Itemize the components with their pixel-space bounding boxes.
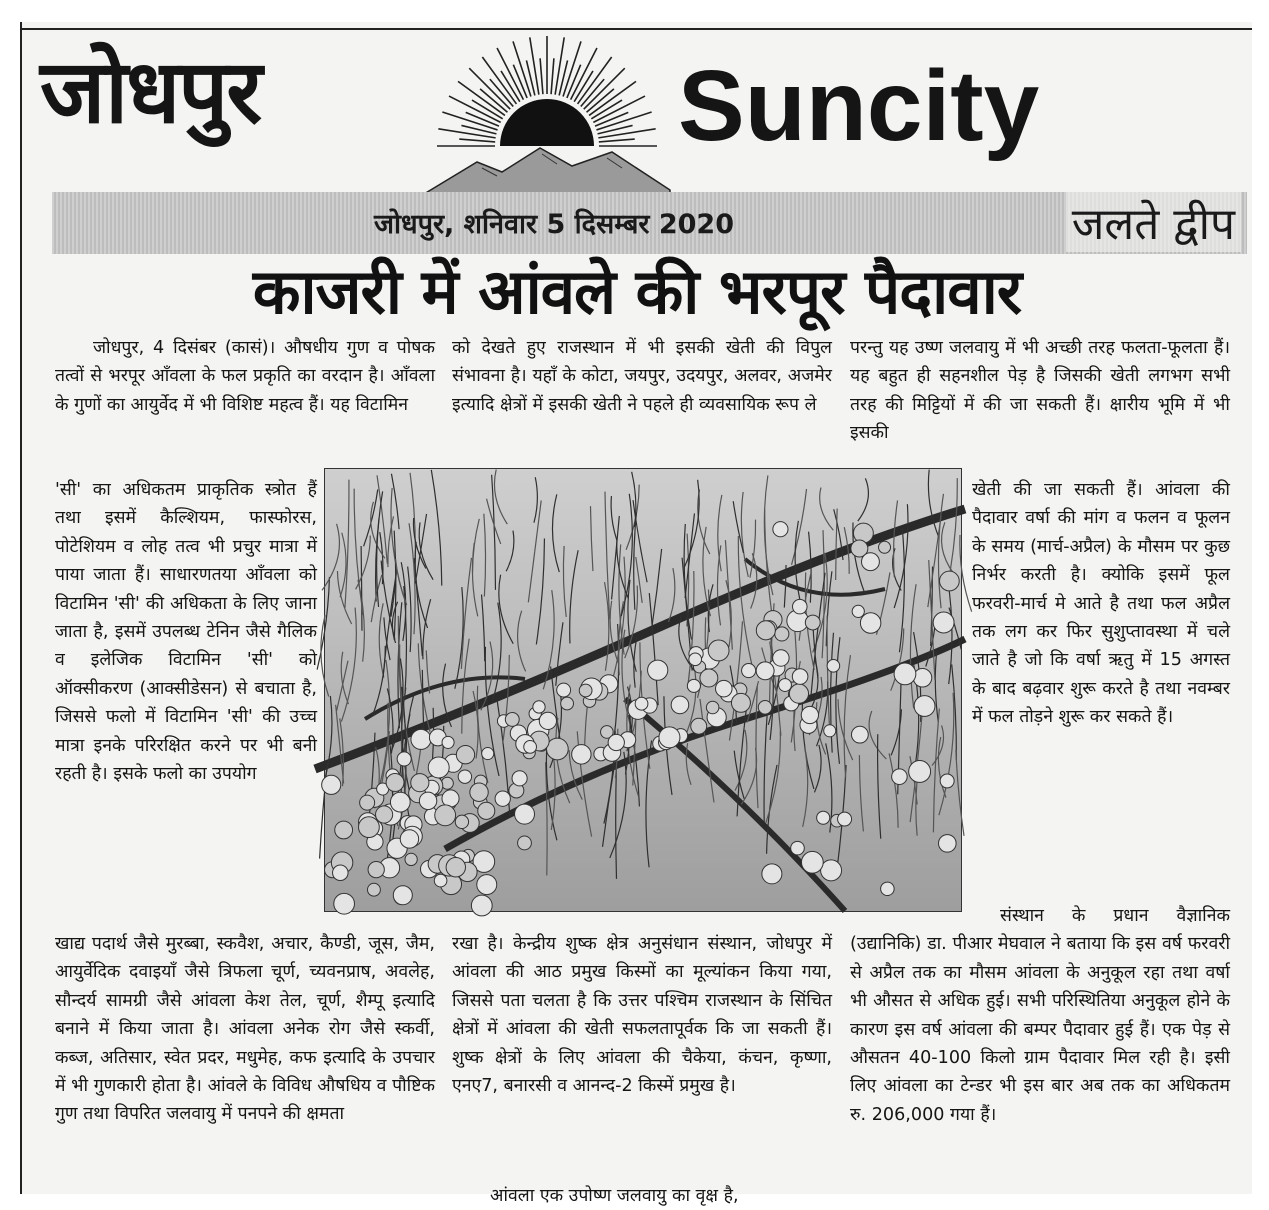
column-3-text-top: परन्तु यह उष्ण जलवायु में भी अच्छी तरह फलता-फूलता हैं। यह बहुत ही सहनशील पेड़ है जिसकी खेती लगभग सभी तरह की मिट्टियों में की जा सकती हैं। क्षारीय भूमि में भी इसकी [850,338,1230,444]
column-2-text-top: को देखते हुए राजस्थान में भी इसकी खेती की विपुल संभावना है। यहाँ के कोटा, जयपुर, उदयपुर, अलवर, अजमेर इत्यादि क्षेत्रों में इसकी खेती ने पहले ही व्यवसायिक रूप ले [452,338,832,415]
masthead-hindi-title: जोधपुर [40,40,261,143]
section-tag: जलते द्वीप [1066,192,1241,252]
dateline-bar [52,192,1247,254]
column-3-paragraph-2: संस्थान के प्रधान वैज्ञानिक (उद्यानिकि) डा. पीआर मेघवाल ने बताया कि इस वर्ष फरवरी से अप्रैल तक का मौसम आंवला के अनुकूल रहा तथा वर्षा भी औसत से अधिक हुई। सभी परिस्थितिया अनुकूल होने के कारण इस वर्ष आंवला की बम्पर पैदावार हुई हैं। एक पेड़ से औसतन 40-100 किलो ग्राम पैदावार मिल रही है। इसी लिए आंवला का टेन्डर भी इस बार अब तक का अधिकतम रु. 206,000 गया हैं। [850,906,1230,1125]
column-3-text-beside-photo: खेती की जा सकती हैं। आंवला की पैदावार वर्षा की मांग व फलन व फूलन के समय (मार्च-अप्रैल) के मौसम पर कुछ निर्भर करती है। क्योकि इसमें फूल फरवरी-मार्च मे आते है तथा फल अप्रैल तक लग कर फिर सुशुप्तावस्था में चले जाते है जो कि वर्षा ऋतु में 15 अगस्त के बाद बढ़वार शुरू करते है तथा नवम्बर में फल तोड़ने शुरू कर सकते हैं। [972,480,1230,728]
column-1-text-beside-photo: 'सी' का अधिकतम प्राकृतिक स्त्रोत हैं तथा इसमें कैल्शियम, फास्फोरस, पोटेशियम व लोह तत्व भी प्रचुर मात्रा में पाया जाता हैं। साधारणतया आँवला को विटामिन 'सी' की अधिकता के लिए जाना जाता है, इसमें उपलब्ध टेनिन जैसे गैलिक व इलेजिक विटामिन 'सी' को ऑक्सीकरण (आक्सीडेसन) से बचाता है, जिससे फलो में विटामिन 'सी' की उच्च मात्रा इनके परिरक्षित करने पर भी बनी रहती है। इसके फलो का उपयोग [55,480,317,785]
column-1-text-top: जोधपुर, 4 दिसंबर (कासं)। औषधीय गुण व पोषक तत्वों से भरपूर आँवला के फल प्रकृति का वरदान है। आँवला के गुणों का आयुर्वेद में भी विशिष्ट महत्व हैं। यह विटामिन [55,338,435,415]
masthead-english-title: Suncity [678,50,1040,162]
column-2-text-bottom: रखा है। केन्द्रीय शुष्क क्षेत्र अनुसंधान संस्थान, जोधपुर में आंवला की आठ प्रमुख किस्मों का मूल्यांकन किया गया, जिससे पता चलता है कि उत्तर पश्चिम राजस्थान के सिंचित क्षेत्रों में आंवला की खेती सफलतापूर्वक कि जा सकती हैं। शुष्क क्षेत्रों के लिए आंवला की चैकेया, कंचन, कृष्णा, एनए7, बनारसी व आनन्द-2 किस्में प्रमुख है। [452,934,832,1097]
column-2-paragraph-2: आंवला एक उपोष्ण जलवायु का वृक्ष है, [490,1186,739,1206]
rising-sun-logo [422,50,672,195]
article-headline: काजरी में आंवले की भरपूर पैदावार [252,255,1022,328]
newspaper-clipping [20,22,1252,1206]
amla-tree-photo [324,468,962,912]
column-1-text-bottom: खाद्य पदार्थ जैसे मुरब्बा, स्कवैश, अचार, कैण्डी, जूस, जैम, आयुर्वेदिक दवाइयाँ जैसे त्रिफला चूर्ण, च्यवनप्राष, अवलेह, सौन्दर्य सामग्री जैसे आंवला केश तेल, चूर्ण, शैम्पू इत्यादि बनाने में किया जाता है। आंवला अनेक रोग जैसे स्कर्वी, कब्ज, अतिसार, स्वेत प्रदर, मधुमेह, कफ इत्यादि के उपचार में भी गुणकारी होता है। आंवले के विविध औषधिय व पौष्टिक गुण तथा विपरित जलवायु में पनपने की क्षमता [55,934,435,1125]
dateline: जोधपुर, शनिवार 5 दिसम्बर 2020 [374,209,735,240]
top-rule [22,28,1252,30]
